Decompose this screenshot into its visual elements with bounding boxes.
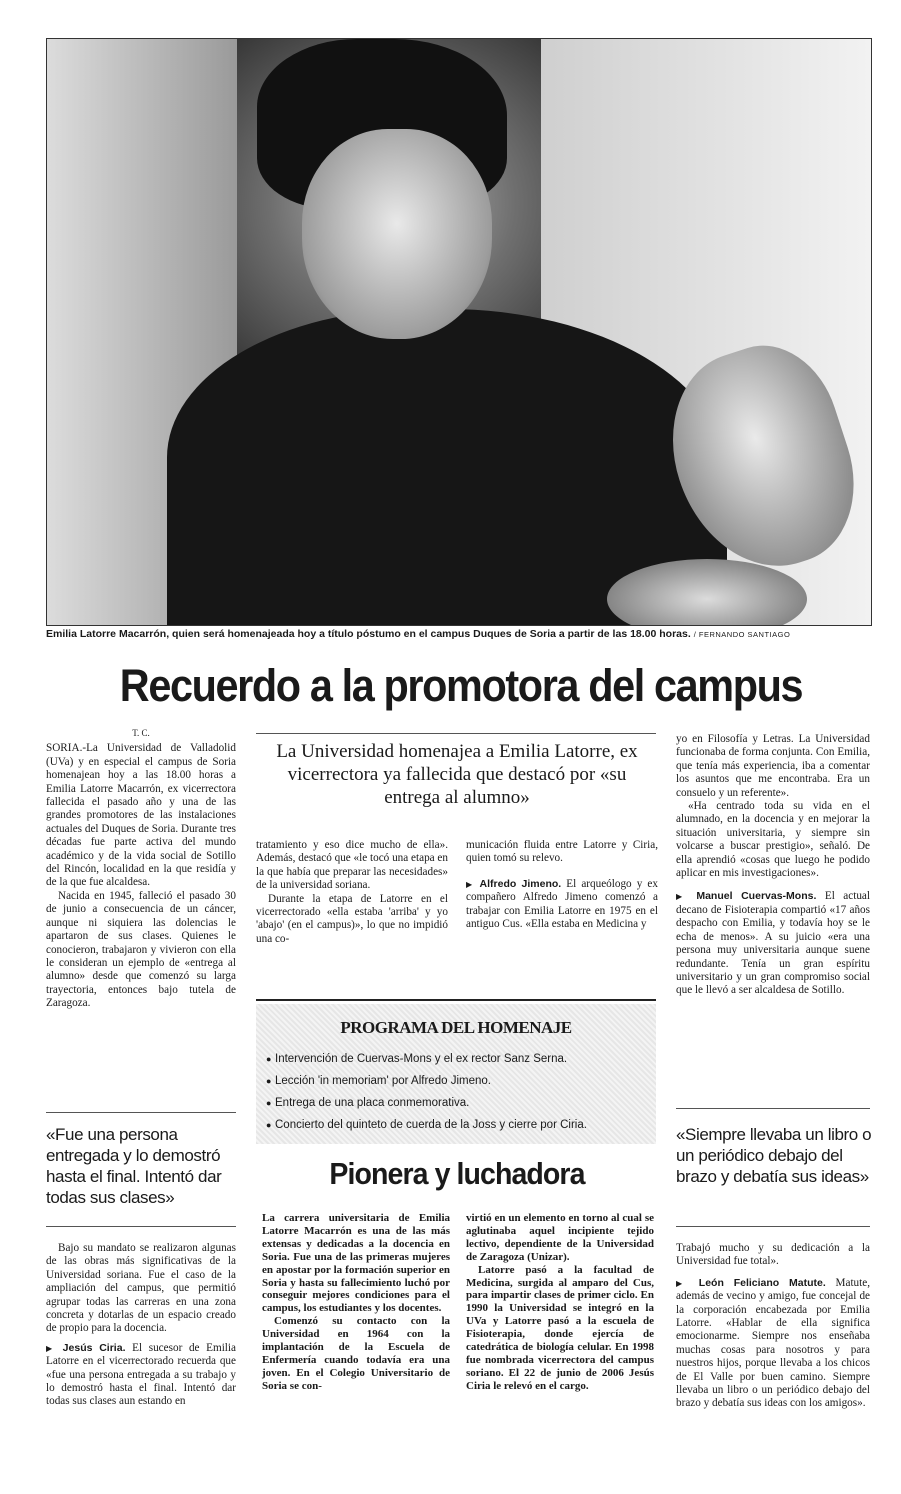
paragraph: ▶ León Feliciano Matute. Matute, además de vecino y amigo, fue concejal de la corporación encabezada por Emilia Latorre. «Hablar de ella significa emocionarme. Siempre nos enseñaba muchas cosas para nosotros y para nuestros hijos, porque llevaba a los chicos de El Valle por buen camino. Siempre llevaba un libro o un periódico debajo del brazo y debatía sus ideas con los amigos». (676, 1276, 871, 1410)
sidebar-title: Pionera y luchadora (329, 1156, 585, 1191)
paragraph: municación fluida entre Latorre y Ciria, quien tomó su relevo. (466, 839, 658, 865)
paragraph: Comenzó su contacto con la Universidad en 1964 con la implantación de la Escuela de Enfermería cuando todavía era una joven. En el Colegio Universitario de Soria se con- (262, 1315, 450, 1392)
paragraph: Nacida en 1945, falleció el pasado 30 de junio a consecuencia de un cáncer, aunque ni siquiera las dolencias le apartaron de sus clases. Quienes le conocieron, trabajaron y vivieron con ella le consideran un ejemplo de «entrega al alumno» desde que comenzó su larga trayectoria, entonces bajo tutela de Zaragoza. (46, 889, 236, 1010)
byline: T. C. (132, 728, 150, 738)
bullet-icon: ● (266, 1076, 272, 1086)
paragraph: tratamiento y eso dice mucho de ella». Además, destacó que «le tocó una etapa en la que había que preparar las necesidades» de la universidad soriana. (256, 839, 448, 892)
paragraph: SORIA.-La Universidad de Valladolid (UVa) y en especial el campus de Soria homenajean hoy a las 18.00 horas a Emilia Latorre Macarrón, ex vicerrectora fallecida el pasado año y una de las grandes promotores de las instalaciones actuales del Duques de Soria. Durante tres décadas fue parte activa del mundo académico y de la vida social de Sotillo del Rincón, localidad en la que residía y de la que fue alcaldesa. (46, 742, 236, 889)
triangle-bullet-icon: ▶ (46, 1343, 57, 1353)
bullet-icon: ● (266, 1054, 272, 1064)
paragraph: Latorre pasó a la facultad de Medicina, surgida al amparo del Cus, para impartir clases de primer ciclo. En 1990 la Universidad se integró en la UVa y Latorre pasó a la escuela de Fisioterapia, donde ejercía de catedrática de biología celular. En 1998 fue nombrada vicerrectora del campus soriano. El 22 de junio de 2006 Jesús Ciria le relevó en el cargo. (466, 1263, 654, 1392)
program-item: ● Entrega de una placa conmemorativa. (266, 1092, 656, 1114)
program-item: ● Concierto del quinteto de cuerda de la Joss y cierre por Ciria. (266, 1114, 656, 1136)
paragraph: virtió en un elemento en torno al cual se aglutinaba aquel incipiente tejido lectivo, dependiente de la Universidad de Zaragoza (Unizar). (466, 1212, 654, 1263)
divider (256, 733, 656, 734)
headline: Recuerdo a la promotora del campus (119, 660, 803, 711)
photo-credit: / FERNANDO SANTIAGO (693, 630, 791, 639)
paragraph: yo en Filosofía y Letras. La Universidad funcionaba de forma conjunta. Con Emilia, que tenía más experiencia, iba a comentar los asuntos que me encontraba. Era un consuelo y un referente». (676, 733, 870, 799)
program-title: PROGRAMA DEL HOMENAJE (340, 1018, 572, 1037)
pull-quote-right: «Siempre llevaba un libro o un periódico debajo del brazo y debatía sus ideas» (676, 1125, 872, 1186)
paragraph: ▶ Jesús Ciria. El sucesor de Emilia Latorre en el vicerrectorado recuerda que «fue una persona entregada a su trabajo y lo demostró hasta el final. Intentó dar todas sus clases aun estando en (46, 1341, 236, 1408)
triangle-bullet-icon: ▶ (676, 892, 688, 902)
column-4 (676, 733, 870, 998)
column-1 (46, 727, 236, 1011)
paragraph: ▶ Alfredo Jimeno. El arqueólogo y ex compañero Alfredo Jimeno comenzó a trabajar con Emilia Latorre en 1975 en el antiguo Cus. «Ella estaba en Medicina y (466, 877, 658, 931)
paragraph: La carrera universitaria de Emilia Latorre Macarrón es una de las más extensas y dedicadas a la docencia en Soria. Fue una de las primeras mujeres en apostar por la formación superior en Soria y hasta su fallecimiento luchó por conseguir mejores condiciones para el campus, los estudiantes y los docentes. (262, 1212, 450, 1315)
sidebar-column-right (466, 1212, 654, 1393)
divider (676, 1108, 870, 1109)
divider (256, 999, 656, 1001)
subheadline: La Universidad homenajea a Emilia Latorre, ex vicerrectora ya fallecida que destacó por «su entrega al alumno» (276, 741, 638, 808)
column-1-continued (46, 1242, 236, 1409)
program-list (266, 1048, 656, 1136)
article-photo (46, 38, 872, 626)
paragraph: Bajo su mandato se realizaron algunas de las obras más significativas de la Universidad soriana. Fue el caso de la ampliación del campus, que permitió agrupar todas las carreras en una zona concreta y dotarlas de un espacio creado de propio para la docencia. (46, 1242, 236, 1335)
column-3 (466, 839, 658, 931)
paragraph: Durante la etapa de Latorre en el vicerrectorado «ella estaba 'arriba' y yo 'abajo' (en el campus)», lo que no impidió una co- (256, 892, 448, 945)
column-4-continued (676, 1242, 870, 1411)
program-item: ● Intervención de Cuervas-Mons y el ex rector Sanz Serna. (266, 1048, 656, 1070)
triangle-bullet-icon: ▶ (466, 879, 475, 889)
paragraph: Trabajó mucho y su dedicación a la Universidad fue total». (676, 1242, 870, 1268)
program-item: ● Lección 'in memoriam' por Alfredo Jimeno. (266, 1070, 656, 1092)
divider (676, 1226, 870, 1227)
sidebar-column-left (262, 1212, 450, 1393)
divider (46, 1112, 236, 1113)
bullet-icon: ● (266, 1120, 272, 1130)
divider (46, 1226, 236, 1227)
paragraph: «Ha centrado toda su vida en el alumnado, en la docencia y en mejorar la situación universitaria, y siempre sin volcarse a buscar prestigio», señaló. De ella aprendió «cosas que luego he podido aplicar en mis investigaciones». (676, 800, 870, 880)
paragraph: ▶ Manuel Cuervas-Mons. El actual decano de Fisioterapia compartió «17 años despacho con Emilia, y todavía hoy se le echa de menos». A su juicio «era una persona muy universitaria aunque suene redundante. Tenía un gran espíritu universitario y un gran compromiso social que le llevó a ser alcaldesa de Sotillo. (676, 890, 870, 997)
column-2 (256, 839, 448, 946)
photo-caption: Emilia Latorre Macarrón, quien será homenajeada hoy a título póstumo en el campus Duques de Soria a partir de las 18.00 horas. / FERNANDO SANTIAGO (46, 628, 791, 640)
bullet-icon: ● (266, 1098, 272, 1108)
program-box (256, 1004, 656, 1144)
pull-quote-left: «Fue una persona entregada y lo demostró hasta el final. Intentó dar todas sus clases» (46, 1125, 222, 1207)
triangle-bullet-icon: ▶ (676, 1278, 690, 1288)
